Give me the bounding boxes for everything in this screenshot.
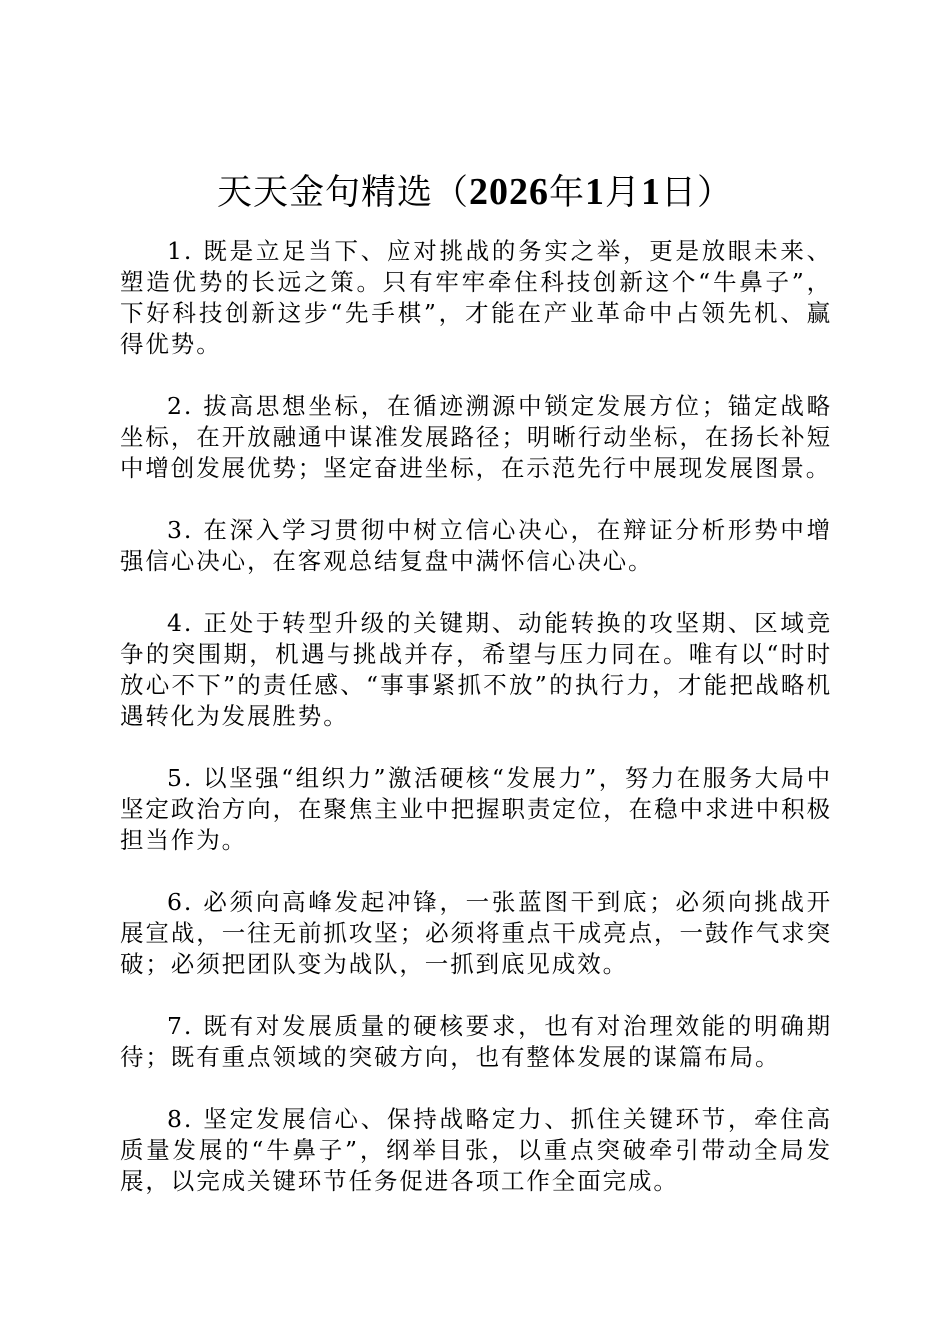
- title-year-unit: 年: [548, 173, 585, 213]
- quote-paragraph-5: 5. 以坚强“组织力”激活硬核“发展力”，努力在服务大局中坚定政治方向，在聚焦主业中把握职责定位，在稳中求进中积极担当作为。: [120, 764, 832, 854]
- document-title: [0, 170, 950, 215]
- title-suffix: 日）: [661, 173, 734, 213]
- quote-paragraph-1: 1. 既是立足当下、应对挑战的务实之举，更是放眼未来、塑造优势的长远之策。只有牢牢牵住科技创新这个“牛鼻子”，下好科技创新这步“先手棋”，才能在产业革命中占领先机、赢得优势。: [120, 237, 832, 358]
- title-prefix: 天天金句精选（: [216, 173, 469, 213]
- quote-paragraph-6: 6. 必须向高峰发起冲锋，一张蓝图干到底；必须向挑战开展宣战，一往无前抓攻坚；必须将重点干成亮点，一鼓作气求突破；必须把团队变为战队，一抓到底见成效。: [120, 888, 832, 978]
- document-body: [120, 236, 832, 1228]
- quote-paragraph-8: 8. 坚定发展信心、保持战略定力、抓住关键环节，牵住高质量发展的“牛鼻子”，纲举目张，以重点突破牵引带动全局发展，以完成关键环节任务促进各项工作全面完成。: [120, 1105, 832, 1195]
- quote-paragraph-2: 2. 拔高思想坐标，在循迹溯源中锁定发展方位；锚定战略坐标，在开放融通中谋准发展路径；明晰行动坐标，在扬长补短中增创发展优势；坚定奋进坐标，在示范先行中展现发展图景。: [120, 392, 832, 482]
- quote-paragraph-3: 3. 在深入学习贯彻中树立信心决心，在辩证分析形势中增强信心决心，在客观总结复盘中满怀信心决心。: [120, 516, 832, 575]
- quote-paragraph-4: 4. 正处于转型升级的关键期、动能转换的攻坚期、区域竞争的突围期，机遇与挑战并存，希望与压力同在。唯有以“时时放心不下”的责任感、“事事紧抓不放”的执行力，才能把战略机遇转化为发展胜势。: [120, 609, 832, 730]
- title-year: 2026: [468, 171, 549, 213]
- quote-paragraph-7: 7. 既有对发展质量的硬核要求，也有对治理效能的明确期待；既有重点领域的突破方向，也有整体发展的谋篇布局。: [120, 1012, 832, 1071]
- title-day: 1: [641, 171, 662, 213]
- title-month: 1: [585, 171, 605, 213]
- title-month-unit: 月: [605, 173, 642, 213]
